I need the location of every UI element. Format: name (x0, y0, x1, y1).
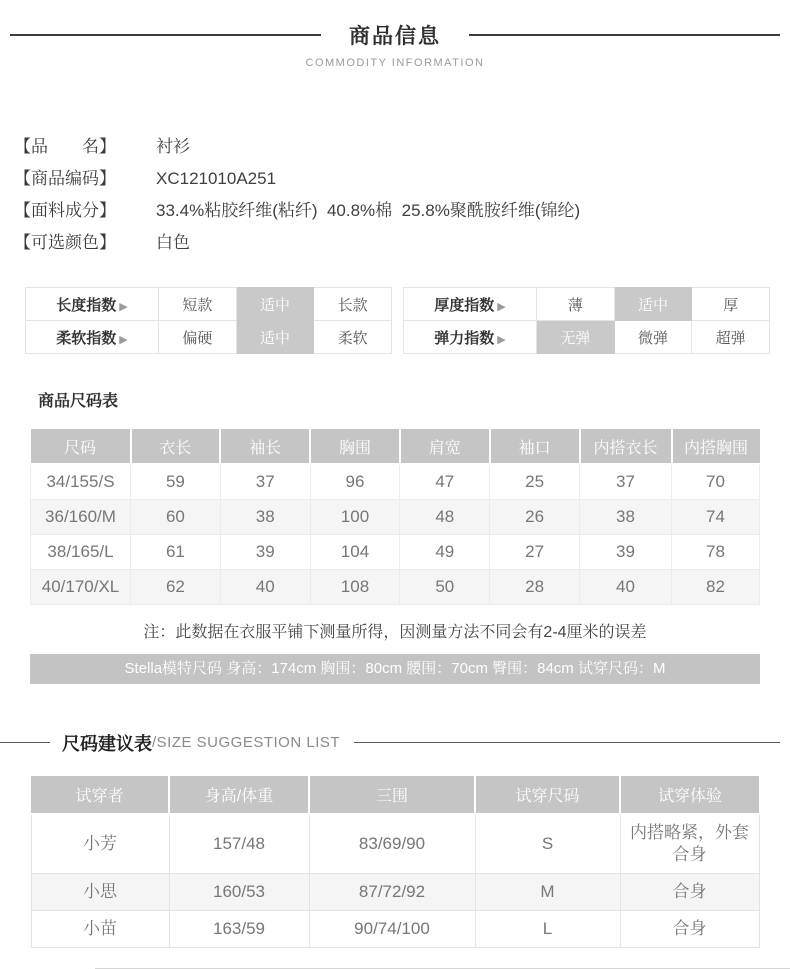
length-index-row (26, 288, 392, 321)
page-subtitle: COMMODITY INFORMATION (305, 57, 485, 69)
table-cell: 104 (310, 534, 400, 569)
thickness-index-row (404, 288, 770, 321)
table-header-cell: 胸围 (310, 429, 400, 464)
suggestion-title-en: /SIZE SUGGESTION LIST (152, 734, 341, 751)
table-cell: 小芳 (31, 814, 169, 874)
table-cell: 合身 (620, 873, 759, 910)
fitter-row (31, 814, 759, 874)
table-cell: 50 (400, 569, 490, 604)
table-cell: 62 (131, 569, 221, 604)
color-option-row (14, 227, 790, 259)
index-option: 微弹 (614, 321, 692, 354)
table-header-cell: 内搭衣长 (580, 429, 672, 464)
index-option: 厚 (692, 288, 770, 321)
elasticity-index-row (404, 321, 770, 354)
model-size-bar: Stella模特尺码 身高：174cm 胸围：80cm 腰围：70cm 臀围：84cm 试穿尺码：M (30, 654, 760, 684)
index-option: 短款 (159, 288, 237, 321)
table-cell: 47 (400, 464, 490, 499)
fabric-composition-value: 33.4%粘胶纤维(粘纤) 40.8%棉 25.8%聚酰胺纤维(锦纶) (156, 201, 581, 220)
fitter-row (31, 873, 759, 910)
suggestion-divider-left (0, 742, 50, 743)
suggestion-divider-right (354, 742, 780, 743)
thickness-index-label (404, 288, 537, 321)
table-cell: 87/72/92 (309, 873, 475, 910)
table-cell: 163/59 (169, 910, 309, 947)
table-cell: 38 (220, 499, 310, 534)
table-cell: 49 (400, 534, 490, 569)
product-name-label: 【品 名】 (14, 137, 116, 156)
table-cell: 34/155/S (31, 464, 131, 499)
table-header-cell: 身高/体重 (169, 776, 309, 814)
index-option-selected: 适中 (236, 288, 314, 321)
table-cell: 108 (310, 569, 400, 604)
color-option-label: 【可选颜色】 (14, 233, 116, 252)
index-label-text: 长度指数 (56, 296, 117, 314)
table-cell: 74 (672, 499, 760, 534)
fabric-composition-row (14, 195, 790, 227)
table-header-cell: 试穿尺码 (475, 776, 620, 814)
table-cell: 83/69/90 (309, 814, 475, 874)
header-divider-left (10, 34, 321, 36)
index-label-text: 柔软指数 (56, 329, 117, 347)
table-cell: 合身 (620, 910, 759, 947)
triangle-right-icon: ▶ (497, 300, 506, 313)
table-cell: 小思 (31, 873, 169, 910)
suggestion-title-cn: 尺码建议表 (62, 733, 152, 754)
table-cell: 40/170/XL (31, 569, 131, 604)
index-tables (0, 287, 790, 354)
elasticity-index-label (404, 321, 537, 354)
index-table-left (25, 287, 392, 354)
index-label-text: 厚度指数 (434, 296, 495, 314)
index-option: 薄 (537, 288, 615, 321)
product-name-value: 衬衫 (156, 137, 190, 156)
table-cell: 38 (580, 499, 672, 534)
table-cell: 40 (580, 569, 672, 604)
index-option: 柔软 (314, 321, 392, 354)
table-cell: 内搭略紧，外套合身 (620, 814, 759, 874)
index-option-selected: 适中 (236, 321, 314, 354)
table-cell: 36/160/M (31, 499, 131, 534)
triangle-right-icon: ▶ (497, 333, 506, 346)
table-cell: M (475, 873, 620, 910)
table-cell: 40 (220, 569, 310, 604)
table-cell: 100 (310, 499, 400, 534)
table-cell: 28 (490, 569, 580, 604)
page-title: 商品信息 (349, 25, 441, 48)
product-code-value: XC121010A251 (156, 169, 277, 188)
index-option: 超弹 (692, 321, 770, 354)
index-option: 偏硬 (159, 321, 237, 354)
table-cell: 160/53 (169, 873, 309, 910)
triangle-right-icon: ▶ (119, 300, 128, 313)
table-header-cell: 试穿者 (31, 776, 169, 814)
table-header-cell: 肩宽 (400, 429, 490, 464)
index-option-selected: 适中 (614, 288, 692, 321)
index-label-text: 弹力指数 (434, 329, 495, 347)
table-cell: 61 (131, 534, 221, 569)
size-chart-title: 商品尺码表 (38, 393, 119, 410)
product-code-row (14, 163, 790, 195)
softness-index-row (26, 321, 392, 354)
table-cell: 157/48 (169, 814, 309, 874)
table-cell: 39 (580, 534, 672, 569)
fabric-composition-label: 【面料成分】 (14, 201, 116, 220)
measurement-note: 注：此数据在衣服平铺下测量所得，因测量方法不同会有2-4厘米的误差 (143, 623, 647, 641)
table-cell: 59 (131, 464, 221, 499)
product-info (14, 131, 790, 259)
index-option-selected: 无弹 (537, 321, 615, 354)
table-cell: L (475, 910, 620, 947)
table-header-cell: 内搭胸围 (672, 429, 760, 464)
size-row-s (31, 464, 760, 499)
product-name-row (14, 131, 790, 163)
size-row-xl (31, 569, 760, 604)
table-cell: 26 (490, 499, 580, 534)
table-cell: 37 (580, 464, 672, 499)
table-cell: 25 (490, 464, 580, 499)
table-cell: 39 (220, 534, 310, 569)
table-cell: 60 (131, 499, 221, 534)
size-table-header-row (31, 429, 760, 464)
suggestion-header-row (31, 776, 759, 814)
table-header-cell: 三围 (309, 776, 475, 814)
table-cell: 38/165/L (31, 534, 131, 569)
header-divider-right (469, 34, 780, 36)
page-header (0, 0, 790, 69)
table-cell: 90/74/100 (309, 910, 475, 947)
table-cell: 96 (310, 464, 400, 499)
table-cell: 48 (400, 499, 490, 534)
table-cell: 27 (490, 534, 580, 569)
softness-index-label (26, 321, 159, 354)
bottom-divider (95, 968, 790, 969)
table-cell: 小苗 (31, 910, 169, 947)
table-header-cell: 衣长 (131, 429, 221, 464)
table-cell: S (475, 814, 620, 874)
product-code-label: 【商品编码】 (14, 169, 116, 188)
suggestion-section-header (0, 730, 790, 756)
index-option: 长款 (314, 288, 392, 321)
size-row-l (31, 534, 760, 569)
size-row-m (31, 499, 760, 534)
table-cell: 82 (672, 569, 760, 604)
suggestion-table (31, 776, 760, 948)
header-title-row (0, 20, 790, 50)
table-header-cell: 袖长 (220, 429, 310, 464)
table-header-cell: 袖口 (490, 429, 580, 464)
index-table-right (403, 287, 770, 354)
length-index-label (26, 288, 159, 321)
table-cell: 70 (672, 464, 760, 499)
table-header-cell: 尺码 (31, 429, 131, 464)
table-cell: 78 (672, 534, 760, 569)
table-header-cell: 试穿体验 (620, 776, 759, 814)
color-option-value: 白色 (156, 233, 190, 252)
triangle-right-icon: ▶ (119, 333, 128, 346)
size-chart-table (30, 429, 760, 605)
table-cell: 37 (220, 464, 310, 499)
fitter-row (31, 910, 759, 947)
